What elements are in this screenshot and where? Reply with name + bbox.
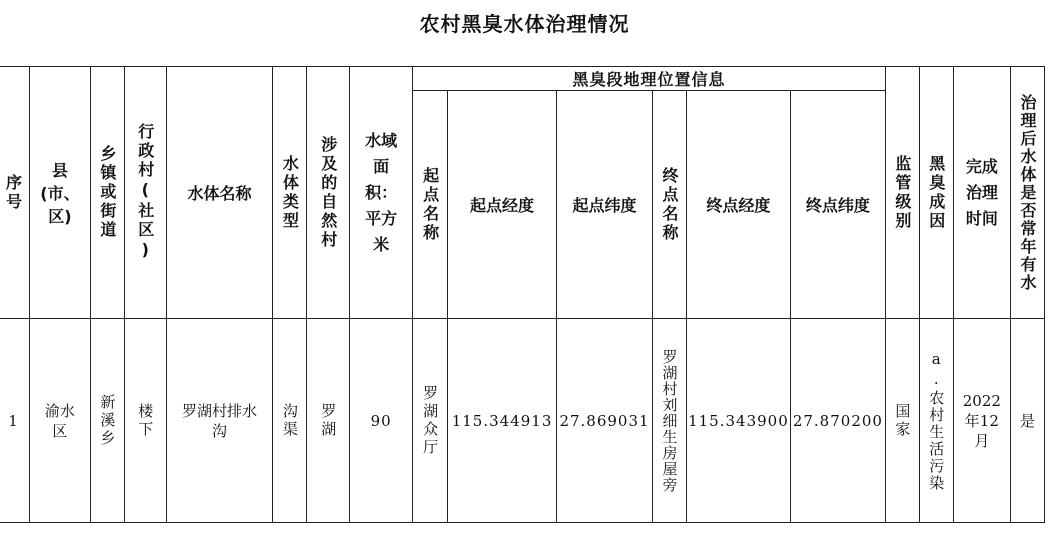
cell-end-name: 罗湖村刘细生房屋旁 <box>652 319 686 523</box>
header-natural-village: 涉及的自然村 <box>307 67 350 319</box>
cell-end-lng: 115.343900 <box>686 319 790 523</box>
cell-finish-time: 2022年12月 <box>953 319 1010 523</box>
header-seq: 序号 <box>0 67 29 319</box>
header-finish-time: 完成治理时间 <box>953 67 1010 319</box>
cell-supervision: 国家 <box>885 319 919 523</box>
header-area: 水域面积：平方米 <box>350 67 413 319</box>
cell-water-type: 沟渠 <box>273 319 307 523</box>
header-cause: 黑臭成因 <box>919 67 953 319</box>
cell-water-name: 罗湖村排水沟 <box>166 319 273 523</box>
cell-town: 新溪乡 <box>90 319 124 523</box>
header-start-lat: 起点纬度 <box>557 91 653 319</box>
header-water-type: 水体类型 <box>273 67 307 319</box>
cell-village: 楼下 <box>124 319 166 523</box>
cell-start-name: 罗湖众厅 <box>413 319 448 523</box>
cell-start-lng: 115.344913 <box>448 319 557 523</box>
table-row <box>0 319 1045 523</box>
header-end-name: 终点名称 <box>652 91 686 319</box>
header-village: 行政村(社区) <box>124 67 166 319</box>
header-county: 县(市、区) <box>29 67 90 319</box>
page-title: 农村黑臭水体治理情况 <box>419 12 630 36</box>
cell-county: 渝水区 <box>29 319 90 523</box>
data-table <box>0 66 1045 523</box>
cell-perennial-water: 是 <box>1010 319 1044 523</box>
header-start-name: 起点名称 <box>413 91 448 319</box>
header-end-lat: 终点纬度 <box>790 91 885 319</box>
header-town: 乡镇或街道 <box>90 67 124 319</box>
header-water-name: 水体名称 <box>166 67 273 319</box>
header-supervision: 监管级别 <box>885 67 919 319</box>
header-location-group: 黑臭段地理位置信息 <box>413 67 886 91</box>
header-end-lng: 终点经度 <box>686 91 790 319</box>
cell-cause: a.农村生活污染 <box>919 319 953 523</box>
header-start-lng: 起点经度 <box>448 91 557 319</box>
cell-seq: 1 <box>0 319 29 523</box>
cell-natural-village: 罗湖 <box>307 319 350 523</box>
cell-start-lat: 27.869031 <box>557 319 653 523</box>
header-perennial-water: 治理后水体是否常年有水 <box>1010 67 1044 319</box>
cell-area: 90 <box>350 319 413 523</box>
cell-end-lat: 27.870200 <box>790 319 885 523</box>
